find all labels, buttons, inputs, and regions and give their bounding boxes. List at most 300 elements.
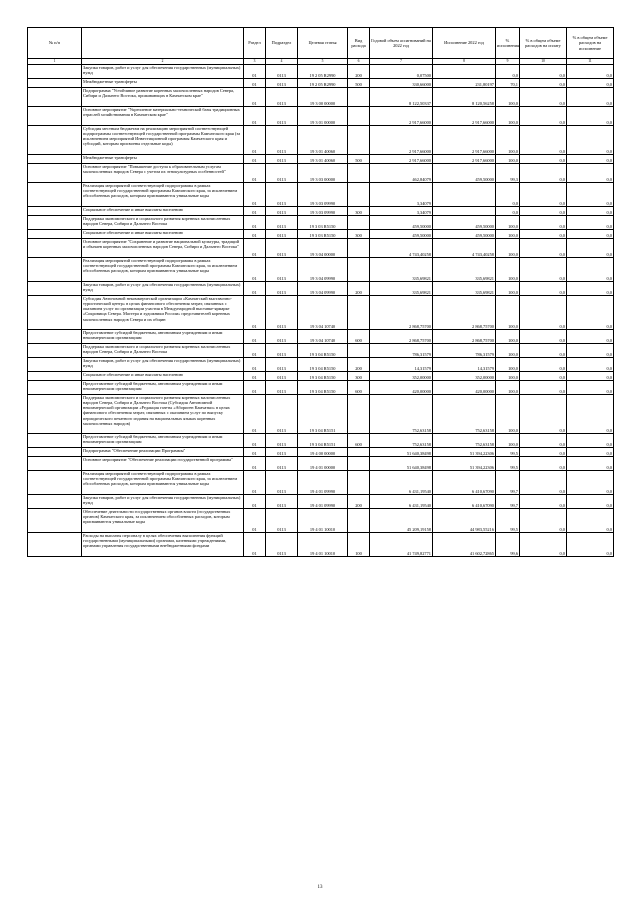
row-fact: 2 917,66000 — [433, 107, 496, 126]
row-podrazdel: 0113 — [266, 164, 298, 183]
row-vr — [348, 258, 370, 282]
row-razdel: 01 — [244, 65, 266, 79]
row-csr: 19 4 01 09990 — [298, 495, 348, 509]
row-csr: 19 3 03 R5150 — [298, 216, 348, 230]
row-fact: 2 917,66000 — [433, 126, 496, 155]
row-vr: 200 — [348, 282, 370, 296]
header-share1: % в общем объеме расходов на оплату — [520, 28, 567, 59]
row-vr: 200 — [348, 65, 370, 79]
row-csr: 19 3 01 00000 — [298, 107, 348, 126]
row-plan: 6 431,19540 — [370, 495, 433, 509]
row-podrazdel: 0113 — [266, 372, 298, 381]
row-razdel: 01 — [244, 509, 266, 533]
table-row — [28, 239, 614, 258]
row-fact: 6 410,67090 — [433, 495, 496, 509]
row-num — [28, 230, 82, 239]
row-csr: 19 3 04 00000 — [298, 239, 348, 258]
row-fact — [433, 183, 496, 207]
row-pct: 100,0 — [496, 239, 520, 258]
table-row — [28, 344, 614, 358]
table-row — [28, 434, 614, 448]
row-share1: 0,0 — [520, 239, 567, 258]
row-num — [28, 282, 82, 296]
row-razdel: 01 — [244, 434, 266, 448]
row-pct: 100,0 — [496, 88, 520, 107]
row-pct: 100,0 — [496, 155, 520, 164]
row-razdel: 01 — [244, 330, 266, 344]
row-podrazdel: 0113 — [266, 207, 298, 216]
row-pct: 100,0 — [496, 216, 520, 230]
row-pct: 100,0 — [496, 372, 520, 381]
row-share1: 0,0 — [520, 258, 567, 282]
table-row — [28, 258, 614, 282]
row-name: Основное мероприятие "Повышение доступа к образовательным услугам малочисленных народов Севера с учетом их этнокультурных особенностей" — [82, 164, 244, 183]
row-plan: 3,34079 — [370, 207, 433, 216]
row-razdel: 01 — [244, 533, 266, 557]
row-name: Социальное обеспечение и иные выплаты населению — [82, 230, 244, 239]
table-row — [28, 330, 614, 344]
row-name: Поддержка экономического и социального развития коренных малочисленных народов Севера, Сибири и Дальнего Востока (Субсидия Автономной некоммерческой организации «Редакция газеты «Абориген Камчатки» в целях финансового обеспечения затрат, связанных с оказанием услуг по выпуску периодического печатного издания на национальных языках коренных малочисленных народов) — [82, 395, 244, 434]
row-pct: 0,0 — [496, 65, 520, 79]
row-num — [28, 207, 82, 216]
row-vr — [348, 448, 370, 457]
row-razdel: 01 — [244, 448, 266, 457]
row-fact: 2 917,66000 — [433, 155, 496, 164]
row-share2: 0,0 — [567, 471, 614, 495]
row-name: Основное мероприятие "Укрепление материально-технической базы традиционных отраслей хозяйствования в Камчатском крае" — [82, 107, 244, 126]
row-fact: 335,69821 — [433, 282, 496, 296]
row-share2: 0,0 — [567, 509, 614, 533]
row-plan: 330,66000 — [370, 79, 433, 88]
row-share2: 0,0 — [567, 88, 614, 107]
row-num — [28, 155, 82, 164]
row-fact: 459,50000 — [433, 164, 496, 183]
table-header-row — [28, 28, 614, 59]
row-share2: 0,0 — [567, 258, 614, 282]
row-share2: 0,0 — [567, 216, 614, 230]
col-index: 10 — [520, 59, 567, 65]
row-plan: 752,63158 — [370, 395, 433, 434]
row-share1: 0,0 — [520, 207, 567, 216]
row-name: Закупка товаров, работ и услуг для обеспечения государственных (муниципальных) нужд — [82, 358, 244, 372]
row-num — [28, 183, 82, 207]
row-podrazdel: 0113 — [266, 65, 298, 79]
row-csr: 19 3 03 00000 — [298, 164, 348, 183]
row-share2: 0,0 — [567, 533, 614, 557]
row-share1: 0,0 — [520, 533, 567, 557]
row-vr — [348, 239, 370, 258]
row-csr: 19 3 04 R5150 — [298, 372, 348, 381]
row-name: Предоставление субсидий бюджетным, автономным учреждениям и иным некоммерческим организациям — [82, 434, 244, 448]
row-share2: 0,0 — [567, 239, 614, 258]
row-fact: 44 983,55216 — [433, 509, 496, 533]
row-share2: 0,0 — [567, 448, 614, 457]
row-plan: 2 917,66000 — [370, 126, 433, 155]
row-csr: 19 3 03 09990 — [298, 207, 348, 216]
col-index: 3 — [244, 59, 266, 65]
page-number: 13 — [317, 885, 323, 890]
row-share1: 0,0 — [520, 457, 567, 471]
row-share2: 0,0 — [567, 282, 614, 296]
row-razdel: 01 — [244, 381, 266, 395]
row-num — [28, 216, 82, 230]
col-index: 1 — [28, 59, 82, 65]
row-share1: 0,0 — [520, 509, 567, 533]
row-podrazdel: 0113 — [266, 330, 298, 344]
row-share1: 0,0 — [520, 216, 567, 230]
row-csr: 19 3 04 10740 — [298, 330, 348, 344]
row-podrazdel: 0113 — [266, 183, 298, 207]
table-row — [28, 164, 614, 183]
row-podrazdel: 0113 — [266, 471, 298, 495]
row-fact: 2 868,75700 — [433, 330, 496, 344]
row-csr: 19 3 03 R5150 — [298, 230, 348, 239]
row-share2: 0,0 — [567, 495, 614, 509]
header-podrazdel: Подраздел — [266, 28, 298, 59]
row-fact: 8 120,56258 — [433, 88, 496, 107]
row-vr: 600 — [348, 434, 370, 448]
table-row — [28, 395, 614, 434]
row-razdel: 01 — [244, 239, 266, 258]
row-share1: 0,0 — [520, 330, 567, 344]
row-plan: 45 209,19158 — [370, 509, 433, 533]
table-row — [28, 296, 614, 330]
row-pct: 100,0 — [496, 358, 520, 372]
row-podrazdel: 0113 — [266, 230, 298, 239]
row-share1: 0,0 — [520, 381, 567, 395]
row-num — [28, 495, 82, 509]
row-share2: 0,0 — [567, 126, 614, 155]
row-name: Закупка товаров, работ и услуг для обеспечения государственных (муниципальных) нужд — [82, 65, 244, 79]
row-podrazdel: 0113 — [266, 239, 298, 258]
row-share1: 0,0 — [520, 471, 567, 495]
row-share1: 0,0 — [520, 395, 567, 434]
header-pct: % исполнения — [496, 28, 520, 59]
table-row — [28, 533, 614, 557]
row-vr — [348, 88, 370, 107]
row-pct: 99,7 — [496, 471, 520, 495]
row-plan: 786,31579 — [370, 344, 433, 358]
row-num — [28, 434, 82, 448]
row-plan: 2 917,66000 — [370, 155, 433, 164]
row-share2: 0,0 — [567, 358, 614, 372]
row-num — [28, 471, 82, 495]
row-podrazdel: 0113 — [266, 533, 298, 557]
row-pct: 99,6 — [496, 533, 520, 557]
row-pct: 100,0 — [496, 344, 520, 358]
row-vr — [348, 296, 370, 330]
table-row — [28, 358, 614, 372]
table-row — [28, 88, 614, 107]
row-razdel: 01 — [244, 216, 266, 230]
row-razdel: 01 — [244, 358, 266, 372]
row-plan: 41 749,82771 — [370, 533, 433, 557]
row-name: Обеспечение деятельности государственных органов власти (государственных органов) Камчатского края, за исключением обособленных расходов, которым присваиваются уникальные коды — [82, 509, 244, 533]
col-index: 2 — [82, 59, 244, 65]
table-row — [28, 207, 614, 216]
row-csr: 19 4 01 10010 — [298, 533, 348, 557]
row-plan: 459,50000 — [370, 216, 433, 230]
row-podrazdel: 0113 — [266, 434, 298, 448]
row-plan: 459,50000 — [370, 230, 433, 239]
col-index: 7 — [370, 59, 433, 65]
row-name: Социальное обеспечение и иные выплаты населению — [82, 207, 244, 216]
row-share2: 0,0 — [567, 155, 614, 164]
row-share2: 0,0 — [567, 395, 614, 434]
row-plan: 51 640,38498 — [370, 457, 433, 471]
row-share2: 0,0 — [567, 330, 614, 344]
row-vr: 100 — [348, 533, 370, 557]
row-name: Поддержка экономического и социального развития коренных малочисленных народов Севера, Сибири и Дальнего Востока — [82, 344, 244, 358]
row-razdel: 01 — [244, 471, 266, 495]
row-razdel: 01 — [244, 457, 266, 471]
row-plan: 14,31579 — [370, 358, 433, 372]
row-share2: 0,0 — [567, 457, 614, 471]
row-csr: 19 3 04 R5150 — [298, 344, 348, 358]
row-share2: 0,0 — [567, 164, 614, 183]
row-vr — [348, 509, 370, 533]
row-podrazdel: 0113 — [266, 258, 298, 282]
row-fact: 2 868,75700 — [433, 296, 496, 330]
table-row — [28, 457, 614, 471]
row-vr — [348, 471, 370, 495]
row-podrazdel: 0113 — [266, 216, 298, 230]
row-csr: 19 3 04 09990 — [298, 282, 348, 296]
row-num — [28, 107, 82, 126]
row-plan: 2 868,75700 — [370, 296, 433, 330]
row-vr — [348, 107, 370, 126]
row-fact — [433, 65, 496, 79]
row-pct: 100,0 — [496, 230, 520, 239]
row-name: Предоставление субсидий бюджетным, автономным учреждениям и иным некоммерческим организациям — [82, 330, 244, 344]
row-pct: 100,0 — [496, 395, 520, 434]
row-name: Подпрограмма "Обеспечение реализации Программы" — [82, 448, 244, 457]
row-razdel: 01 — [244, 79, 266, 88]
row-share2: 0,0 — [567, 344, 614, 358]
row-podrazdel: 0113 — [266, 126, 298, 155]
row-razdel: 01 — [244, 207, 266, 216]
row-name: Межбюджетные трансферты — [82, 155, 244, 164]
row-fact: 786,31579 — [433, 344, 496, 358]
row-pct: 99,5 — [496, 509, 520, 533]
row-share1: 0,0 — [520, 296, 567, 330]
table-row — [28, 471, 614, 495]
table-row — [28, 155, 614, 164]
row-vr — [348, 164, 370, 183]
row-share1: 0,0 — [520, 230, 567, 239]
row-vr: 500 — [348, 155, 370, 164]
row-plan: 462,84079 — [370, 164, 433, 183]
col-index: 4 — [266, 59, 298, 65]
row-fact: 752,63158 — [433, 434, 496, 448]
row-pct: 100,0 — [496, 381, 520, 395]
row-csr: 19 3 01 40060 — [298, 126, 348, 155]
row-csr: 19 3 04 09990 — [298, 258, 348, 282]
table-row — [28, 509, 614, 533]
row-num — [28, 79, 82, 88]
row-pct: 99,5 — [496, 457, 520, 471]
row-plan: 6 431,19540 — [370, 471, 433, 495]
row-pct: 70,1 — [496, 79, 520, 88]
row-fact: 14,31579 — [433, 358, 496, 372]
row-vr: 500 — [348, 79, 370, 88]
row-share1: 0,0 — [520, 344, 567, 358]
header-vr: Вид расхода — [348, 28, 370, 59]
row-csr: 19 3 04 R5150 — [298, 358, 348, 372]
row-share2: 0,0 — [567, 381, 614, 395]
row-pct: 100,0 — [496, 296, 520, 330]
header-plan: Годовой объем ассигнований на 2022 год — [370, 28, 433, 59]
budget-table-sheet — [27, 27, 613, 557]
row-share1: 0,0 — [520, 358, 567, 372]
row-plan: 3,34079 — [370, 183, 433, 207]
row-vr: 600 — [348, 330, 370, 344]
row-name: Межбюджетные трансферты — [82, 79, 244, 88]
row-share1: 0,0 — [520, 79, 567, 88]
row-name: Закупка товаров, работ и услуг для обеспечения государственных (муниципальных) нужд — [82, 495, 244, 509]
row-name: Социальное обеспечение и иные выплаты населению — [82, 372, 244, 381]
row-name: Основное мероприятие "Сохранение и развитие национальной культуры, традиций и обычаев коренных малочисленных народов Севера, Сибири и Дальнего Востока" — [82, 239, 244, 258]
header-razdel: Раздел — [244, 28, 266, 59]
row-share1: 0,0 — [520, 183, 567, 207]
row-plan: 420,00000 — [370, 381, 433, 395]
row-razdel: 01 — [244, 395, 266, 434]
row-vr — [348, 395, 370, 434]
row-razdel: 01 — [244, 164, 266, 183]
row-num — [28, 381, 82, 395]
row-name: Субсидия Автономной некоммерческой организации «Камчатский выставочно-туристический центр» в целях финансового обеспечения затрат, связанных с оказанием услуг по организации участия в Международной выставке-ярмарке «Сокровища Севера. Мастера и художники России» представителей коренных малочисленных народов Севера и их общин — [82, 296, 244, 330]
row-num — [28, 509, 82, 533]
row-podrazdel: 0113 — [266, 88, 298, 107]
row-podrazdel: 0113 — [266, 395, 298, 434]
row-share1: 0,0 — [520, 107, 567, 126]
col-index: 11 — [567, 59, 614, 65]
row-podrazdel: 0113 — [266, 344, 298, 358]
row-name: Закупка товаров, работ и услуг для обеспечения государственных (муниципальных) нужд — [82, 282, 244, 296]
table-row — [28, 126, 614, 155]
col-index: 5 — [298, 59, 348, 65]
row-vr — [348, 183, 370, 207]
row-fact: 459,50000 — [433, 230, 496, 239]
row-pct: 99,5 — [496, 448, 520, 457]
row-share1: 0,0 — [520, 372, 567, 381]
row-vr: 300 — [348, 372, 370, 381]
row-podrazdel: 0113 — [266, 107, 298, 126]
row-fact: 231,80197 — [433, 79, 496, 88]
row-vr — [348, 216, 370, 230]
row-vr — [348, 126, 370, 155]
row-pct: 99,7 — [496, 495, 520, 509]
table-row — [28, 381, 614, 395]
row-pct: 100,0 — [496, 330, 520, 344]
table-row — [28, 183, 614, 207]
row-name: Расходы на выплаты персоналу в целях обеспечения выполнения функций государственными (муниципальными) органами, казенными учреждениями, органами управления государственными внебюджетными фондами — [82, 533, 244, 557]
row-razdel: 01 — [244, 296, 266, 330]
row-pct: 100,0 — [496, 434, 520, 448]
row-podrazdel: 0113 — [266, 448, 298, 457]
row-num — [28, 330, 82, 344]
row-csr: 19 4 01 00000 — [298, 457, 348, 471]
row-fact: 51 394,22306 — [433, 448, 496, 457]
header-name — [82, 28, 244, 59]
row-plan: 4 743,40258 — [370, 239, 433, 258]
row-pct: 100,0 — [496, 107, 520, 126]
row-share2: 0,0 — [567, 65, 614, 79]
row-fact: 6 410,67090 — [433, 471, 496, 495]
row-razdel: 01 — [244, 344, 266, 358]
row-name: Основное мероприятие "Обеспечение реализации государственной программы" — [82, 457, 244, 471]
row-razdel: 01 — [244, 107, 266, 126]
row-podrazdel: 0113 — [266, 381, 298, 395]
row-razdel: 01 — [244, 495, 266, 509]
row-podrazdel: 0113 — [266, 495, 298, 509]
row-num — [28, 258, 82, 282]
row-share1: 0,0 — [520, 88, 567, 107]
row-share2: 0,0 — [567, 230, 614, 239]
row-share2: 0,0 — [567, 107, 614, 126]
row-num — [28, 457, 82, 471]
row-podrazdel: 0113 — [266, 282, 298, 296]
row-share2: 0,0 — [567, 372, 614, 381]
row-share2: 0,0 — [567, 183, 614, 207]
row-podrazdel: 0113 — [266, 509, 298, 533]
row-vr — [348, 457, 370, 471]
row-pct: 100,0 — [496, 282, 520, 296]
row-num — [28, 358, 82, 372]
table-row — [28, 107, 614, 126]
row-num — [28, 395, 82, 434]
row-vr: 300 — [348, 207, 370, 216]
row-plan: 0,07500 — [370, 65, 433, 79]
row-csr: 19 4 01 09990 — [298, 471, 348, 495]
row-num — [28, 126, 82, 155]
row-csr: 19 3 01 40060 — [298, 155, 348, 164]
row-razdel: 01 — [244, 230, 266, 239]
row-podrazdel: 0113 — [266, 358, 298, 372]
row-razdel: 01 — [244, 282, 266, 296]
table-row — [28, 448, 614, 457]
row-csr: 19 4 01 10010 — [298, 509, 348, 533]
header-num: № п/п — [28, 28, 82, 59]
row-name: Субсидия местным бюджетам на реализацию мероприятий соответствующей подпрограммы соответствующей государственной программы Камчатского края (за исключением мероприятий Инвестиционной программы Камчатского края и субсидий, которым присвоены отдельные коды) — [82, 126, 244, 155]
row-razdel: 01 — [244, 126, 266, 155]
row-num — [28, 372, 82, 381]
row-pct: 0,0 — [496, 183, 520, 207]
row-num — [28, 88, 82, 107]
row-csr: 19 2 05 R2990 — [298, 65, 348, 79]
row-csr: 19 3 04 10740 — [298, 296, 348, 330]
row-razdel: 01 — [244, 372, 266, 381]
row-csr: 19 4 00 00000 — [298, 448, 348, 457]
row-share1: 0,0 — [520, 434, 567, 448]
table-row — [28, 495, 614, 509]
row-num — [28, 65, 82, 79]
col-index: 8 — [433, 59, 496, 65]
row-plan: 2 917,66000 — [370, 107, 433, 126]
row-share2: 0,0 — [567, 79, 614, 88]
row-podrazdel: 0113 — [266, 457, 298, 471]
row-fact: 41 602,72865 — [433, 533, 496, 557]
row-plan: 335,69821 — [370, 282, 433, 296]
row-num — [28, 344, 82, 358]
col-index: 9 — [496, 59, 520, 65]
row-razdel: 01 — [244, 183, 266, 207]
row-num — [28, 448, 82, 457]
row-share2: 0,0 — [567, 207, 614, 216]
row-num — [28, 239, 82, 258]
table-row — [28, 65, 614, 79]
row-fact: 752,63158 — [433, 395, 496, 434]
